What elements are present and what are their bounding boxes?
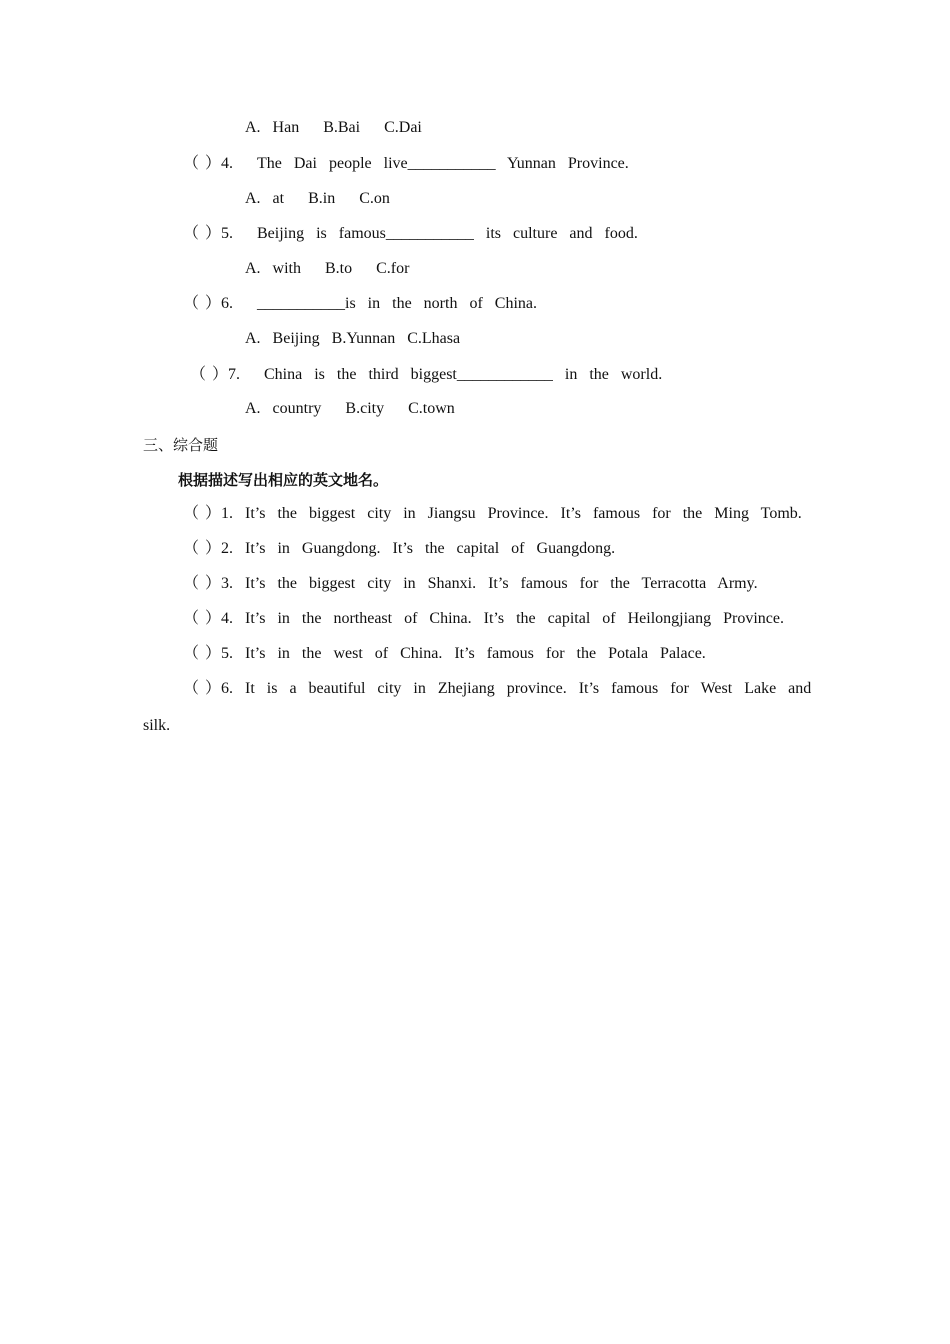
section3-heading: 三、综合题 xyxy=(143,436,219,454)
q6-options: A. Beijing B.Yunnan C.Lhasa xyxy=(245,330,461,347)
q6-question: （ ）6. ___________is in the north of China. xyxy=(183,295,537,312)
q4-options: A. at B.in C.on xyxy=(245,190,390,207)
s3-item-6: （ ）6. It is a beautiful city in Zhejiang province. It’s famous for West Lake and xyxy=(183,680,812,697)
q5-options: A. with B.to C.for xyxy=(245,260,410,277)
q5-question: （ ）5. Beijing is famous___________ its culture and food. xyxy=(183,225,638,242)
s3-item-2: （ ）2. It’s in Guangdong. It’s the capital of Guangdong. xyxy=(183,540,616,557)
s3-item-3: （ ）3. It’s the biggest city in Shanxi. It’s famous for the Terracotta Army. xyxy=(183,575,758,592)
s3-item-5: （ ）5. It’s in the west of China. It’s famous for the Potala Palace. xyxy=(183,645,706,662)
s3-item-4: （ ）4. It’s in the northeast of China. It’s the capital of Heilongjiang Province. xyxy=(183,610,785,627)
q7-question: （ ）7. China is the third biggest____________ in the world. xyxy=(190,366,663,383)
q3-options: A. Han B.Bai C.Dai xyxy=(245,119,422,136)
q4-question: （ ）4. The Dai people live___________ Yunnan Province. xyxy=(183,155,629,172)
s3-item-1: （ ）1. It’s the biggest city in Jiangsu Province. It’s famous for the Ming Tomb. xyxy=(183,505,802,522)
q7-options: A. country B.city C.town xyxy=(245,400,455,417)
s3-item-6-wrap: silk. xyxy=(143,717,171,734)
section3-instruction: 根据描述写出相应的英文地名。 xyxy=(178,471,389,489)
